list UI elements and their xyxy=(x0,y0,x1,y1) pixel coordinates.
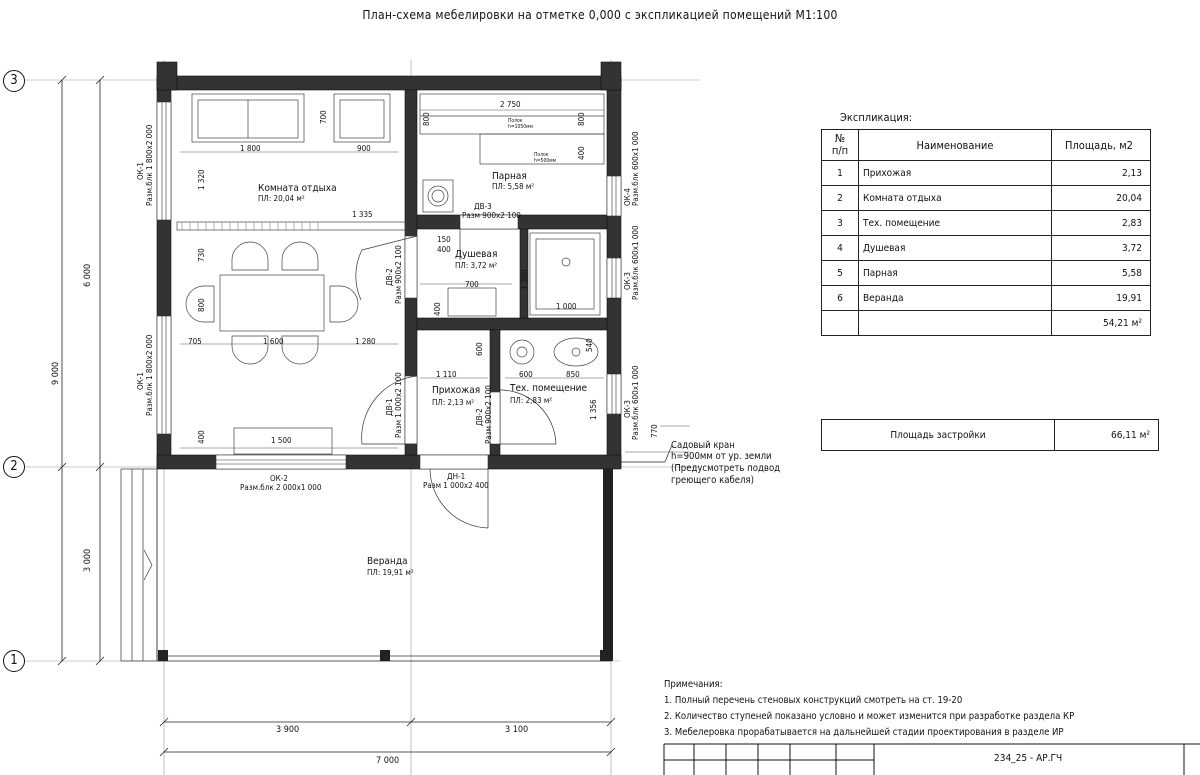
dim-400-b: 400 xyxy=(437,245,451,254)
dim-1600: 1 600 xyxy=(263,337,284,346)
table-row xyxy=(822,286,1151,311)
door-dv2a-label: ДВ-2 xyxy=(385,268,394,286)
dim-9000: 9 000 xyxy=(51,361,61,385)
dim-1320: 1 320 xyxy=(197,169,206,190)
row-area: 19,91 xyxy=(1052,286,1151,311)
room-tech-name: Тех. помещение xyxy=(510,383,588,394)
door-dn1-label: ДН-1 xyxy=(447,472,466,481)
row-name: Веранда xyxy=(859,286,1052,311)
row-area: 2,13 xyxy=(1052,161,1151,186)
dim-900: 900 xyxy=(357,144,371,153)
room-rest-name: Комната отдыха xyxy=(258,183,337,194)
dim-700-a: 700 xyxy=(319,110,328,124)
row-name: Прихожая xyxy=(859,161,1052,186)
explication-total-row xyxy=(822,311,1151,336)
dim-1280: 1 280 xyxy=(355,337,376,346)
door-dv1-size: Разм 1 000x2 100 xyxy=(394,372,403,438)
note-2: 2. Количество ступеней показано условно и может изменится при разработке раздела КР xyxy=(664,711,1075,722)
explication-total: 54,21 м² xyxy=(1052,311,1151,336)
row-number: 5 xyxy=(822,261,859,286)
table-row xyxy=(822,161,1151,186)
door-dv2b-label: ДВ-2 xyxy=(475,408,484,426)
note-1: 1. Полный перечень стеновых конструкций смотреть на ст. 19-20 xyxy=(664,695,963,706)
dim-700-b: 700 xyxy=(465,280,479,289)
row-name: Парная xyxy=(859,261,1052,286)
door-dv3-size: Разм 900x2 100 xyxy=(462,211,521,220)
garden-tap-line1: Садовый кран xyxy=(671,440,735,451)
room-shower-area: ПЛ: 3,72 м² xyxy=(455,261,498,270)
room-steam-name: Парная xyxy=(492,171,527,182)
explication-table xyxy=(821,129,1151,336)
dim-770: 770 xyxy=(650,424,659,438)
row-number: 4 xyxy=(822,236,859,261)
dim-1000: 1 000 xyxy=(556,302,577,311)
dim-800-a: 800 xyxy=(422,112,431,126)
door-dn1-size: Разм 1 000x2 400 xyxy=(423,481,489,490)
row-area: 20,04 xyxy=(1052,186,1151,211)
table-row xyxy=(822,261,1151,286)
bench-bottom-label: Полок h=500мм xyxy=(534,152,556,164)
window-ok3a-label: ОК-3 xyxy=(623,272,632,290)
notes-block xyxy=(664,677,1074,741)
dim-3100: 3 100 xyxy=(505,725,529,735)
explication-caption: Экспликация: xyxy=(840,111,913,124)
dim-400-c: 400 xyxy=(433,302,442,316)
dim-3900: 3 900 xyxy=(276,725,300,735)
window-ok4-label: ОК-4 xyxy=(623,188,632,206)
dim-1300: 1 300 xyxy=(520,269,529,290)
dim-730: 730 xyxy=(197,248,206,262)
building-area-label: Площадь застройки xyxy=(822,420,1055,451)
garden-tap-line4: греющего кабеля) xyxy=(671,475,754,486)
garden-tap-line2: h=900мм от ур. земли xyxy=(671,451,772,462)
axis-marker-1: 1 xyxy=(3,650,25,672)
dim-800-c: 800 xyxy=(197,298,206,312)
room-hall-name: Прихожая xyxy=(432,385,481,396)
dim-2750: 2 750 xyxy=(500,100,521,109)
row-number: 1 xyxy=(822,161,859,186)
window-ok3b-label: ОК-3 xyxy=(623,400,632,418)
window-ok1b-label: ОК-1 xyxy=(136,372,145,390)
note-3: 3. Мебелеровка прорабатывается на дальнейшей стадии проектирования в разделе ИР xyxy=(664,727,1064,738)
row-area: 3,72 xyxy=(1052,236,1151,261)
row-area: 5,58 xyxy=(1052,261,1151,286)
row-number: 2 xyxy=(822,186,859,211)
table-row xyxy=(822,211,1151,236)
dim-150: 150 xyxy=(437,235,451,244)
dim-600-b: 600 xyxy=(519,370,533,379)
room-veranda-name: Веранда xyxy=(367,556,408,567)
dim-540: 540 xyxy=(585,338,594,352)
row-name: Комната отдыха xyxy=(859,186,1052,211)
axis-marker-3: 3 xyxy=(3,70,25,92)
window-ok2-label: ОК-2 xyxy=(270,474,288,483)
dim-1335: 1 335 xyxy=(352,210,373,219)
total-empty-cell xyxy=(859,311,1052,336)
building-area-value: 66,11 м² xyxy=(1055,420,1159,451)
notes-heading: Примечания: xyxy=(664,679,723,690)
header-number: № п/п xyxy=(822,130,859,161)
door-dv3-label: ДВ-3 xyxy=(474,202,492,211)
total-empty-cell xyxy=(822,311,859,336)
dim-705: 705 xyxy=(188,337,202,346)
explication-header-row xyxy=(822,130,1151,161)
header-name: Наименование xyxy=(859,130,1052,161)
dim-3000: 3 000 xyxy=(83,548,93,572)
row-area: 2,83 xyxy=(1052,211,1151,236)
row-name: Тех. помещение xyxy=(859,211,1052,236)
window-ok1b-size: Разм.блк 1 800x2 000 xyxy=(145,334,154,416)
table-row xyxy=(822,236,1151,261)
window-ok1a-size: Разм.блк 1 800x2 000 xyxy=(145,124,154,206)
dim-400-a: 400 xyxy=(577,146,586,160)
window-ok3b-size: Разм.блк 600x1 000 xyxy=(631,365,640,440)
dim-1110: 1 110 xyxy=(436,370,457,379)
window-ok2-size: Разм.блк 2 000x1 000 xyxy=(240,483,322,492)
axis-marker-2: 2 xyxy=(3,456,25,478)
dim-7000: 7 000 xyxy=(376,756,400,766)
door-dv2a-size: Разм 900x2 100 xyxy=(394,245,403,304)
row-name: Душевая xyxy=(859,236,1052,261)
door-dv2b-size: Разм 900x2 100 xyxy=(484,385,493,444)
row-number: 6 xyxy=(822,286,859,311)
header-area: Площадь, м2 xyxy=(1052,130,1151,161)
room-rest-area: ПЛ: 20,04 м² xyxy=(258,194,305,203)
dim-1800: 1 800 xyxy=(240,144,261,153)
room-tech-area: ПЛ: 2,83 м² xyxy=(510,396,553,405)
table-row xyxy=(822,186,1151,211)
drawing-title: План-схема мебелировки на отметке 0,000 с экспликацией помещений М1:100 xyxy=(362,8,838,22)
dim-1356: 1 356 xyxy=(589,399,598,420)
room-veranda-area: ПЛ: 19,91 м² xyxy=(367,568,414,577)
dim-850: 850 xyxy=(566,370,580,379)
building-area-table xyxy=(821,419,1159,451)
garden-tap-line3: (Предусмотреть подвод xyxy=(671,463,781,474)
window-ok1a-label: ОК-1 xyxy=(136,162,145,180)
row-number: 3 xyxy=(822,211,859,236)
dim-1500: 1 500 xyxy=(271,436,292,445)
dim-800-b: 800 xyxy=(577,112,586,126)
room-steam-area: ПЛ: 5,58 м² xyxy=(492,182,535,191)
bench-top-label: Полок h=1050мм xyxy=(508,118,533,130)
drawing-code: 234_25 - АР.ГЧ xyxy=(994,753,1063,764)
window-ok4-size: Разм.блк 600x1 000 xyxy=(631,131,640,206)
window-ok3a-size: Разм.блк 600x1 000 xyxy=(631,225,640,300)
room-shower-name: Душевая xyxy=(455,249,498,260)
door-dv1-label: ДВ-1 xyxy=(385,398,394,416)
dim-6000: 6 000 xyxy=(83,263,93,287)
dim-400-d: 400 xyxy=(197,430,206,444)
dim-600-a: 600 xyxy=(475,342,484,356)
room-hall-area: ПЛ: 2,13 м² xyxy=(432,398,475,407)
